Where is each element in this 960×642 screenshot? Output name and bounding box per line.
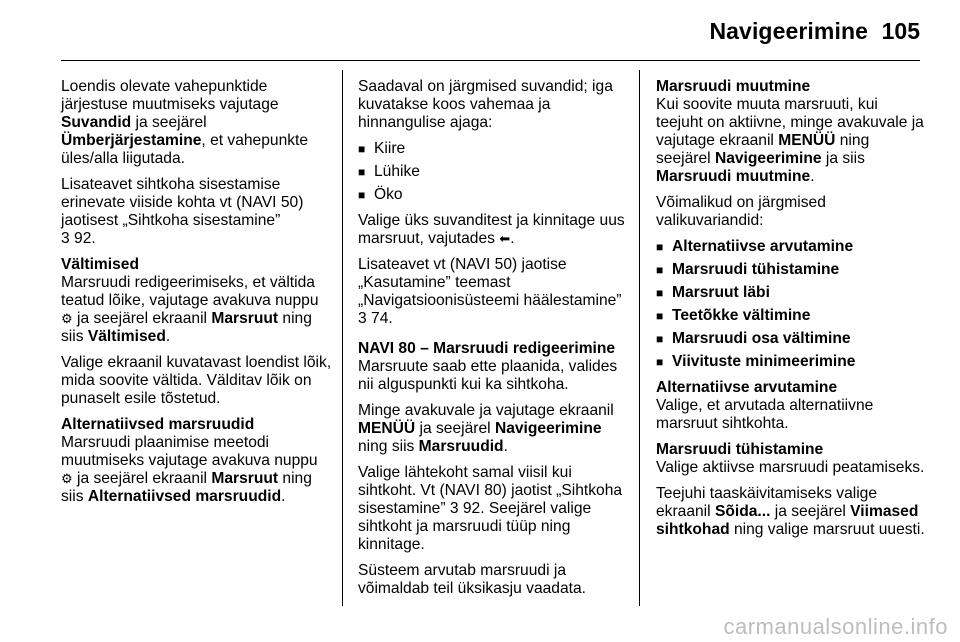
text: ja seejärel ekraanil — [72, 310, 212, 327]
text: . — [165, 328, 171, 345]
text: . — [810, 168, 815, 185]
text: ja seejärel — [770, 503, 851, 520]
text: . — [503, 438, 508, 455]
list-item: ■ Alternatiivse arvutamine — [656, 238, 928, 256]
option-list — [656, 238, 928, 371]
paragraph — [61, 274, 333, 346]
text: Lisateavet vt (NAVI 50) jaotise „Kasutamine” teemast „Navigatsioonisüsteemi häälestamine” — [358, 256, 622, 309]
text: Marsruudi plaanimise meetodi muutmiseks vajutage avakuva nuppu — [61, 434, 318, 469]
list-item: ■ Öko — [358, 186, 628, 204]
bold-term: Suvandid — [61, 114, 132, 131]
paragraph: Süsteem arvutab marsruudi ja võimaldab teil üksikasju vaadata. — [358, 562, 586, 597]
page-ref-icon: 3 — [449, 500, 459, 517]
text: ja seejärel ekraanil — [72, 470, 212, 487]
page-ref-icon: 3 — [61, 230, 70, 247]
column-3 — [656, 78, 928, 547]
section-title: Alternatiivse arvutamine — [656, 379, 838, 396]
text: Loendis olevate vahepunktide järjestuse muutmiseks vajutage — [61, 78, 279, 113]
home-icon: ⚙ — [61, 311, 73, 326]
bold-term: Alternatiivsed marsruudid — [87, 488, 282, 505]
text: , et vahepunkte üles/alla liigutada. — [61, 132, 309, 167]
section-title: Vältimised — [61, 256, 139, 273]
bold-term: Navigeerimine — [494, 420, 602, 437]
paragraph — [61, 176, 333, 248]
column-1 — [61, 78, 333, 514]
paragraph: Valige aktiivse marsruudi peatamiseks. — [656, 459, 925, 476]
bold-term: Sõida... — [714, 503, 771, 520]
column-2 — [358, 78, 628, 606]
list-item: ■ Teetõkke vältimine — [656, 307, 928, 325]
text: Minge avakuvale ja vajutage ekraanil — [358, 402, 614, 419]
text: ning siis — [358, 438, 419, 455]
text: Kui soovite muuta marsruuti, kui teejuht on aktiivne, minge avakuvale ja vajutage ekraanil — [656, 96, 924, 149]
text: Valige üks suvanditest ja kinnitage uus marsruut, vajutades — [358, 212, 625, 247]
text: ja siis — [821, 150, 865, 167]
text: ning siis — [61, 470, 312, 505]
text: 92. Seejärel valige sihtkoht ja marsruudi tüüp ning kinnitage. — [358, 500, 592, 553]
text: 74. — [366, 310, 393, 327]
section-title: Marsruudi tühistamine — [656, 441, 824, 458]
text: 92. — [69, 230, 96, 247]
option-list — [358, 140, 628, 204]
bold-term: Marsruudi muutmine — [656, 168, 811, 185]
list-item: ■ Marsruudi tühistamine — [656, 261, 928, 279]
bold-term: Navigeerimine — [714, 150, 822, 167]
list-item: ■ Viivituste minimeerimine — [656, 353, 928, 371]
section-title: Alternatiivsed marsruudid — [61, 416, 255, 433]
text: ja seejärel — [131, 114, 207, 131]
paragraph: Saadaval on järgmised suvandid; iga kuvatakse koos vahemaa ja hinnangulise ajaga: — [358, 78, 613, 131]
text: ning siis — [61, 310, 312, 345]
bold-term: Marsruut — [211, 470, 279, 487]
paragraph — [358, 402, 628, 456]
paragraph — [358, 464, 628, 554]
paragraph — [656, 485, 928, 539]
column-divider-1 — [342, 70, 343, 606]
paragraph: Marsruute saab ette plaanida, valides nii alguspunkti kui ka sihtkoha. — [358, 358, 618, 393]
section-title: Marsruudi muutmine — [656, 78, 811, 95]
header-divider — [61, 60, 920, 61]
text: Lisateavet sihtkoha sisestamise erinevate viiside kohta vt (NAVI 50) jaotisest „Sihtkoha sisestamine” — [61, 176, 304, 229]
column-divider-2 — [639, 70, 640, 606]
text: ning valige marsruut uuesti. — [729, 521, 925, 538]
paragraph — [656, 96, 928, 186]
bold-term: Ümberjärjestamine — [61, 132, 202, 149]
bold-term: Vältimised — [87, 328, 166, 345]
text: ning seejärel — [656, 132, 870, 167]
text: . — [281, 488, 286, 505]
list-item: ■ Marsruudi osa vältimine — [656, 330, 928, 348]
watermark: carmanualsonline.info — [723, 614, 948, 639]
list-item: ■ Lühike — [358, 163, 628, 181]
page-number: 105 — [881, 18, 920, 44]
paragraph — [358, 212, 628, 248]
bold-term: Viimased sihtkohad — [656, 503, 919, 538]
bold-term: Marsruudid — [418, 438, 504, 455]
bold-term: MENÜÜ — [778, 132, 836, 149]
page-header-title: Navigeerimine — [709, 18, 868, 44]
paragraph: Võimalikud on järgmised valikuvariandid: — [656, 194, 826, 229]
text: Valige lähtekoht samal viisil kui sihtkoht. Vt (NAVI 80) jaotist „Sihtkoha sisestamine” — [358, 464, 623, 517]
list-item: ■ Marsruut läbi — [656, 284, 928, 302]
text: Teejuhi taaskäivitamiseks valige ekraanil — [656, 485, 878, 520]
text: Marsruudi redigeerimiseks, et vältida teatud lõike, vajutage avakuva nuppu — [61, 274, 319, 309]
home-icon: ⚙ — [61, 471, 73, 486]
text: . — [510, 230, 515, 247]
paragraph: Valige, et arvutada alternatiivne marsruut sihtkohta. — [656, 397, 874, 432]
back-arrow-icon: ⬅ — [499, 231, 511, 246]
list-item: ■ Kiire — [358, 140, 628, 158]
bold-term: MENÜÜ — [358, 420, 416, 437]
paragraph — [61, 78, 333, 168]
section-title: NAVI 80 – Marsruudi redigeerimine — [358, 340, 616, 357]
bold-term: Marsruut — [211, 310, 279, 327]
page-ref-icon: 3 — [358, 310, 367, 327]
paragraph — [358, 256, 628, 328]
paragraph — [61, 434, 333, 506]
text: ja seejärel — [415, 420, 495, 437]
paragraph: Valige ekraanil kuvatavast loendist lõik, mida soovite vältida. Välditav lõik on punaselt esile tõstetud. — [61, 354, 332, 407]
